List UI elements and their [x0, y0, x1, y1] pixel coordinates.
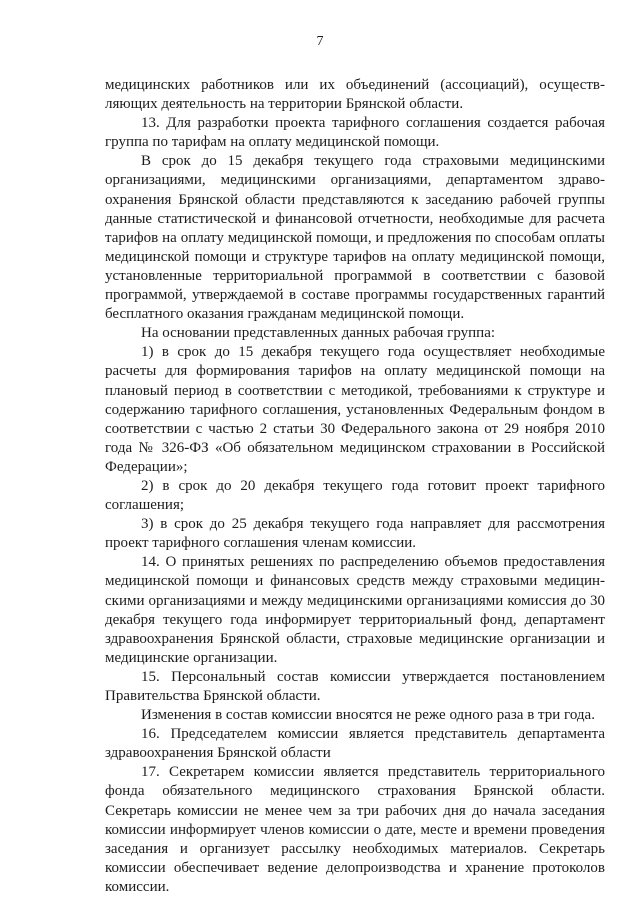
paragraph-16: 16. Председателем комиссии является представитель департамента здравоохранения Брянской области	[105, 726, 605, 762]
paragraph-composition-changes: Изменения в состав комиссии вносятся не реже одного раза в три года.	[141, 707, 595, 724]
paragraph-13: 13. Для разработки проекта тарифного соглашения создается рабочая группа по тарифам на оплату медицинской помощи.	[105, 115, 605, 151]
page-number: 7	[316, 34, 324, 49]
list-item-2: 2) в срок до 20 декабря текущего года готовит проект тарифного соглашения;	[105, 477, 605, 514]
paragraph-14: 14. О принятых решениях по распределению объемов предоставления медицинской помощи и финансовых средств между страховыми медицин-скими организациями и между медицинскими организациями комиссия до 30 декабря текущего года информирует территориальный фонд, департамент здравоохранения Брянской области, страховые медицинские организации и медицинские организации.	[105, 554, 605, 666]
paragraph-continuation: медицинских работников или их объединений (ассоциаций), осуществ-ляющих деятельность на территории Брянской области.	[105, 77, 605, 113]
list-item-1: 1) в срок до 15 декабря текущего года осуществляет необходимые расчеты для формирования тарифов на оплату медицинской помощи на плановый период в соответствии с методикой, требованиями к структуре и содержанию тарифного соглашения, установленных Федеральным фондом в соответствии с частью 2 статьи 30 Федерального закона от 29 ноября 2010 года № 326-ФЗ «Об обязательном медицинском страховании в Российской Федерации»;	[105, 344, 605, 475]
paragraph-deadline-submission: В срок до 15 декабря текущего года страховыми медицинскими организациями, медицинскими организациями, департаментом здраво-охранения Брянской области представляются к заседанию рабочей группы данные статистической и финансовой отчетности, необходимые для расчета тарифов на оплату медицинской помощи, и предложения по способам оплаты медицинской помощи и структуре тарифов на оплату медицинской помощи, установленные территориальной программой в соответствии с базовой программой, утверждаемой в составе программы государственных гарантий бесплатного оказания гражданам медицинской помощи.	[105, 153, 605, 323]
paragraph-15: 15. Персональный состав комиссии утверждается постановлением Правительства Брянской области.	[105, 668, 605, 704]
paragraph-17: 17. Секретарем комиссии является представитель территориального фонда обязательного медицинского страхования Брянской области. Секретарь комиссии не менее чем за три рабочих дня до начала заседания комиссии информирует членов комиссии о дате, месте и времени проведения заседания и организует рассылку необходимых материалов. Секретарь комиссии обеспечивает ведение делопроизводства и хранение протоколов комиссии.	[105, 764, 605, 895]
paragraph-working-group-intro: На основании представленных данных рабочая группа:	[141, 325, 496, 342]
list-item-3: 3) в срок до 25 декабря текущего года направляет для рассмотрения проект тарифного соглашения членам комиссии.	[105, 516, 605, 552]
document-body	[105, 76, 605, 897]
